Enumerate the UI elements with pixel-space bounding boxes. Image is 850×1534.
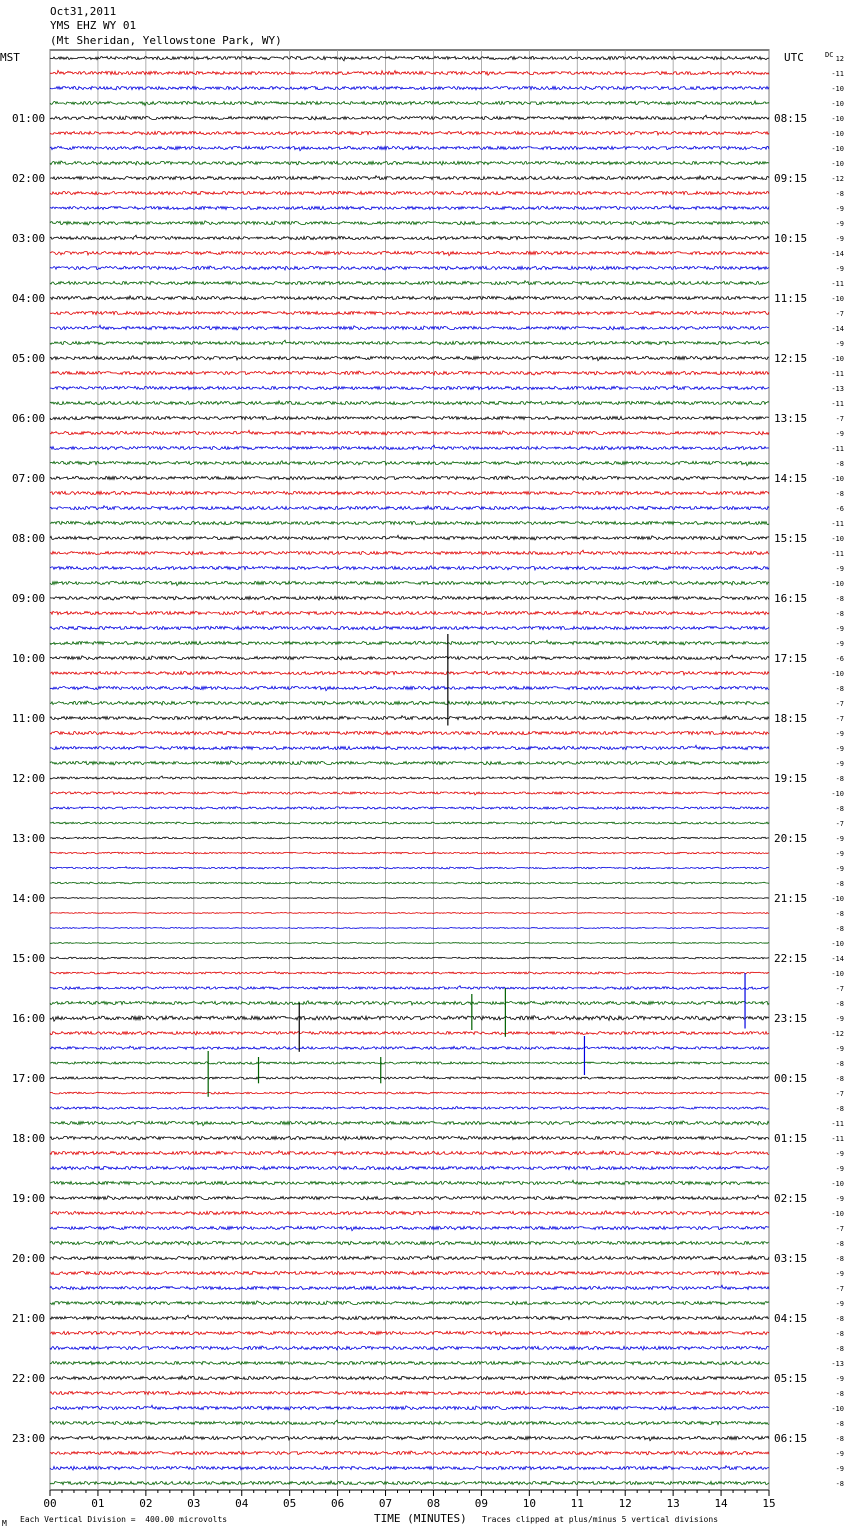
dc-offset-label: -8 [835, 1105, 844, 1113]
trace-line [50, 70, 769, 75]
trace-line [50, 1405, 769, 1410]
trace-line [50, 371, 769, 375]
right-timezone-label: UTC [784, 51, 804, 64]
dc-offset-label: -9 [835, 1195, 844, 1203]
trace-line [50, 296, 769, 300]
trace-line [50, 626, 769, 629]
x-tick-label: 04 [235, 1497, 249, 1510]
x-tick-label: 12 [618, 1497, 632, 1510]
trace-line [50, 745, 769, 749]
dc-offset-label: -8 [835, 805, 844, 813]
mst-hour-label: 07:00 [12, 472, 46, 485]
dc-offset-label: -9 [835, 220, 844, 228]
trace-line [50, 476, 769, 480]
utc-hour-label: 14:15 [774, 472, 808, 485]
dc-offset-label: -9 [835, 1450, 844, 1458]
dc-offset-label: -8 [835, 775, 844, 783]
trace-line [50, 971, 769, 974]
trace-line [50, 1016, 769, 1022]
trace-line [50, 325, 769, 330]
trace-line [50, 1346, 769, 1350]
trace-line [50, 1481, 769, 1485]
trace-line [50, 146, 769, 150]
trace-line [50, 927, 769, 928]
trace-line [50, 461, 769, 466]
dc-offset-label: -9 [835, 1015, 844, 1023]
trace-line [50, 1451, 769, 1455]
utc-hour-label: 12:15 [774, 352, 808, 365]
dc-offset-label: -9 [835, 1165, 844, 1173]
utc-hour-label: 01:15 [774, 1132, 808, 1145]
dc-offset-label: -11 [831, 70, 844, 78]
mst-hour-label: 19:00 [12, 1192, 46, 1205]
dc-offset-label: -7 [835, 1285, 844, 1293]
trace-line [50, 1301, 769, 1305]
x-tick-label: 07 [378, 1497, 393, 1510]
utc-hour-label: 06:15 [774, 1432, 808, 1445]
trace-line [50, 1032, 769, 1035]
x-tick-label: 10 [522, 1497, 536, 1510]
trace-line [50, 445, 769, 449]
dc-label: DC [825, 51, 834, 59]
trace-line [50, 581, 769, 586]
utc-hour-label: 16:15 [774, 592, 808, 605]
dc-offset-label: -9 [835, 565, 844, 573]
dc-offset-label: -8 [835, 1000, 844, 1008]
trace-line [50, 115, 769, 120]
mst-hour-label: 12:00 [12, 772, 46, 785]
mst-hour-label: 22:00 [12, 1372, 46, 1385]
trace-line [50, 822, 769, 824]
trace-line [50, 251, 769, 255]
dc-offset-label: -10 [831, 535, 844, 543]
trace-line [50, 506, 769, 510]
utc-hour-label: 10:15 [774, 232, 808, 245]
dc-offset-label: -8 [835, 685, 844, 693]
utc-hour-label: 13:15 [774, 412, 808, 425]
dc-offset-label: -7 [835, 415, 844, 423]
x-tick-label: 03 [187, 1497, 201, 1510]
plot-station: YMS EHZ WY 01 [50, 19, 137, 32]
mst-hour-label: 21:00 [12, 1312, 46, 1325]
trace-line [50, 1121, 769, 1126]
trace-line [50, 281, 769, 285]
dc-offset-label: -10 [831, 970, 844, 978]
trace-line [50, 852, 769, 854]
trace-line [50, 176, 769, 180]
utc-hour-label: 03:15 [774, 1252, 808, 1265]
trace-line [50, 701, 769, 705]
trace-line [50, 1106, 769, 1109]
dc-offset-label: -9 [835, 1465, 844, 1473]
trace-line [50, 716, 769, 720]
dc-offset-label: -10 [831, 355, 844, 363]
dc-offset-label: -6 [835, 505, 844, 513]
dc-offset-label: -9 [835, 1375, 844, 1383]
trace-line [50, 1271, 769, 1274]
utc-hour-label: 23:15 [774, 1012, 808, 1025]
trace-line [50, 655, 769, 660]
dc-offset-label: -10 [831, 160, 844, 168]
trace-line [50, 957, 769, 959]
dc-offset-label: -9 [835, 865, 844, 873]
utc-hour-label: 17:15 [774, 652, 808, 665]
dc-offset-label: -9 [835, 730, 844, 738]
dc-offset-label: -10 [831, 895, 844, 903]
trace-line [50, 1136, 769, 1140]
dc-offset-label: -8 [835, 490, 844, 498]
dc-offset-label: -9 [835, 1300, 844, 1308]
dc-offset-label: -9 [835, 745, 844, 753]
dc-offset-label: -10 [831, 100, 844, 108]
dc-offset-label: -7 [835, 715, 844, 723]
dc-offset-label: -11 [831, 520, 844, 528]
dc-offset-label: -8 [835, 460, 844, 468]
mst-hour-label: 02:00 [12, 172, 46, 185]
mst-hour-label: 03:00 [12, 232, 46, 245]
utc-hour-label: 04:15 [774, 1312, 808, 1325]
trace-line [50, 882, 769, 884]
dc-offset-label: -9 [835, 640, 844, 648]
dc-offset-label: -9 [835, 265, 844, 273]
mst-hour-label: 11:00 [12, 712, 46, 725]
dc-offset-label: -11 [831, 1135, 844, 1143]
mst-hour-label: 10:00 [12, 652, 46, 665]
mst-hour-label: 09:00 [12, 592, 46, 605]
dc-offset-label: -7 [835, 985, 844, 993]
dc-offset-label: -9 [835, 205, 844, 213]
trace-line [50, 776, 769, 779]
utc-hour-label: 11:15 [774, 292, 808, 305]
trace-line [50, 1180, 769, 1185]
dc-offset-label: -6 [835, 655, 844, 663]
trace-line [50, 1436, 769, 1441]
dc-offset-label: -8 [835, 1255, 844, 1263]
dc-offset-label: -8 [835, 1480, 844, 1488]
utc-hour-label: 08:15 [774, 112, 808, 125]
trace-line [50, 1391, 769, 1394]
trace-line [50, 131, 769, 135]
trace-line [50, 640, 769, 645]
dc-offset-label: -7 [835, 310, 844, 318]
clip-note: Traces clipped at plus/minus 5 vertical divisions [482, 1515, 719, 1524]
x-tick-label: 08 [426, 1497, 441, 1510]
dc-offset-label: -10 [831, 790, 844, 798]
dc-offset-label: -7 [835, 1090, 844, 1098]
trace-line [50, 942, 769, 943]
x-tick-label: 02 [139, 1497, 153, 1510]
dc-offset-label: -13 [831, 1360, 844, 1368]
trace-line [50, 897, 769, 899]
mst-hour-label: 15:00 [12, 952, 46, 965]
trace-line [50, 1315, 769, 1319]
utc-hour-label: 18:15 [774, 712, 808, 725]
trace-line [50, 611, 769, 615]
dc-offset-label: -10 [831, 295, 844, 303]
trace-line [50, 596, 769, 600]
dc-offset-label: -9 [835, 1045, 844, 1053]
dc-offset-label: -11 [831, 400, 844, 408]
trace-line [50, 1331, 769, 1335]
trace-line [50, 1151, 769, 1155]
trace-line [50, 430, 769, 435]
dc-offset-label: -8 [835, 1075, 844, 1083]
dc-offset-label: -11 [831, 445, 844, 453]
mst-hour-label: 17:00 [12, 1072, 46, 1085]
dc-offset-label: -8 [835, 1315, 844, 1323]
utc-hour-label: 22:15 [774, 952, 808, 965]
utc-hour-label: 20:15 [774, 832, 808, 845]
x-tick-label: 00 [43, 1497, 57, 1510]
trace-line [50, 86, 769, 90]
plot-location: (Mt Sheridan, Yellowstone Park, WY) [50, 34, 282, 47]
mst-hour-label: 05:00 [12, 352, 46, 365]
dc-offset-label: -8 [835, 1345, 844, 1353]
dc-offset-label: -8 [835, 595, 844, 603]
trace-line [50, 101, 769, 106]
trace-line [50, 1062, 769, 1064]
trace-line [50, 1091, 769, 1094]
trace-line [50, 340, 769, 344]
trace-line [50, 686, 769, 690]
dc-offset-label: -10 [831, 1180, 844, 1188]
mst-hour-label: 13:00 [12, 832, 46, 845]
mst-hour-label: 01:00 [12, 112, 46, 125]
trace-line [50, 1211, 769, 1215]
trace-line [50, 1285, 769, 1289]
trace-line [50, 792, 769, 795]
dc-offset-label: -7 [835, 700, 844, 708]
dc-offset-label: -12 [831, 1030, 844, 1038]
x-tick-label: 11 [570, 1497, 584, 1510]
trace-line [50, 311, 769, 314]
trace-line [50, 1376, 769, 1380]
utc-hour-label: 02:15 [774, 1192, 808, 1205]
trace-line [50, 235, 769, 239]
x-tick-label: 01 [91, 1497, 105, 1510]
trace-line [50, 761, 769, 765]
dc-offset-label: -8 [835, 925, 844, 933]
trace-line [50, 161, 769, 165]
dc-offset-label: -10 [831, 580, 844, 588]
dc-offset-label: -9 [835, 235, 844, 243]
dc-offset-label: -10 [831, 85, 844, 93]
trace-line [50, 912, 769, 913]
trace-line [50, 1241, 769, 1245]
trace-line [50, 521, 769, 524]
dc-offset-label: -9 [835, 1270, 844, 1278]
dc-offset-label: -11 [831, 550, 844, 558]
dc-offset-label: -10 [831, 670, 844, 678]
dc-offset-label: -10 [831, 475, 844, 483]
dc-offset-label: -7 [835, 1225, 844, 1233]
trace-line [50, 416, 769, 419]
dc-offset-label: -13 [831, 385, 844, 393]
dc-offset-label: -14 [831, 325, 844, 333]
dc-offset-label: -10 [831, 1405, 844, 1413]
mst-hour-label: 04:00 [12, 292, 46, 305]
plot-date: Oct31,2011 [50, 5, 117, 18]
dc-offset-label: -9 [835, 625, 844, 633]
trace-line [50, 56, 769, 60]
axis-labels [12, 55, 844, 1510]
dc-offset-label: -11 [831, 280, 844, 288]
mst-hour-label: 23:00 [12, 1432, 46, 1445]
dc-offset-label: -8 [835, 190, 844, 198]
x-tick-label: 09 [474, 1497, 489, 1510]
trace-line [50, 807, 769, 810]
mst-hour-label: 16:00 [12, 1012, 46, 1025]
dc-offset-label: -8 [835, 1420, 844, 1428]
left-timezone-label: MST [0, 51, 20, 64]
mst-hour-label: 20:00 [12, 1252, 46, 1265]
dc-offset-label: -9 [835, 340, 844, 348]
utc-hour-label: 09:15 [774, 172, 808, 185]
dc-offset-label: -8 [835, 1435, 844, 1443]
trace-line [50, 1361, 769, 1365]
dc-offset-label: -8 [835, 880, 844, 888]
x-tick-label: 06 [330, 1497, 345, 1510]
dc-offset-label: -14 [831, 250, 844, 258]
dc-offset-label: -8 [835, 610, 844, 618]
dc-offset-label: -9 [835, 760, 844, 768]
dc-offset-label: -11 [831, 1120, 844, 1128]
dc-offset-label: -8 [835, 1390, 844, 1398]
x-tick-label: 05 [283, 1497, 297, 1510]
dc-offset-label: -10 [831, 130, 844, 138]
utc-hour-label: 00:15 [774, 1072, 808, 1085]
trace-line [50, 535, 769, 540]
trace-line [50, 1046, 769, 1049]
dc-offset-label: -10 [831, 145, 844, 153]
dc-offset-label: -7 [835, 820, 844, 828]
mst-hour-label: 18:00 [12, 1132, 46, 1145]
dc-offset-label: -9 [835, 835, 844, 843]
dc-offset-label: -8 [835, 1330, 844, 1338]
trace-line [50, 1195, 769, 1200]
dc-offset-label: -12 [831, 175, 844, 183]
x-tick-label: 13 [666, 1497, 680, 1510]
x-tick-label: 15 [762, 1497, 776, 1510]
dc-offset-label: -11 [831, 370, 844, 378]
dc-offset-label: -10 [831, 115, 844, 123]
dc-offset-label: -8 [835, 1240, 844, 1248]
trace-line [50, 386, 769, 390]
seismic-traces [50, 56, 769, 1484]
trace-line [50, 221, 769, 225]
dc-offset-label: -10 [831, 940, 844, 948]
trace-line [50, 1076, 769, 1079]
dc-offset-label: -9 [835, 1150, 844, 1158]
dc-offset-label: -8 [835, 910, 844, 918]
utc-hour-label: 15:15 [774, 532, 808, 545]
trace-line [50, 356, 769, 361]
trace-line [50, 731, 769, 734]
trace-line [50, 401, 769, 405]
x-axis-title: TIME (MINUTES) [374, 1512, 467, 1525]
dc-offset-label: -10 [831, 1210, 844, 1218]
mst-hour-label: 08:00 [12, 532, 46, 545]
trace-line [50, 566, 769, 570]
footer-left-mark: M [2, 1519, 7, 1528]
trace-line [50, 837, 769, 839]
scale-note: Each Vertical Division = 400.00 microvolts [20, 1515, 228, 1524]
trace-line [50, 491, 769, 495]
utc-hour-label: 05:15 [774, 1372, 808, 1385]
trace-line [50, 1466, 769, 1470]
trace-line [50, 1166, 769, 1169]
trace-line [50, 671, 769, 675]
dc-offset-label: -9 [835, 850, 844, 858]
trace-line [50, 867, 769, 869]
dc-offset-label: -9 [835, 430, 844, 438]
trace-line [50, 1001, 769, 1005]
mst-hour-label: 14:00 [12, 892, 46, 905]
trace-line [50, 1226, 769, 1230]
dc-offset-label: -14 [831, 955, 844, 963]
utc-hour-label: 21:15 [774, 892, 808, 905]
dc-offset-label: -8 [835, 1060, 844, 1068]
x-tick-label: 14 [714, 1497, 728, 1510]
trace-line [50, 205, 769, 209]
trace-line [50, 986, 769, 990]
trace-line [50, 550, 769, 555]
trace-line [50, 1420, 769, 1424]
mst-hour-label: 06:00 [12, 412, 46, 425]
trace-line [50, 191, 769, 194]
dc-offset-label: 12 [835, 55, 844, 63]
trace-line [50, 1256, 769, 1260]
trace-line [50, 266, 769, 270]
utc-hour-label: 19:15 [774, 772, 808, 785]
